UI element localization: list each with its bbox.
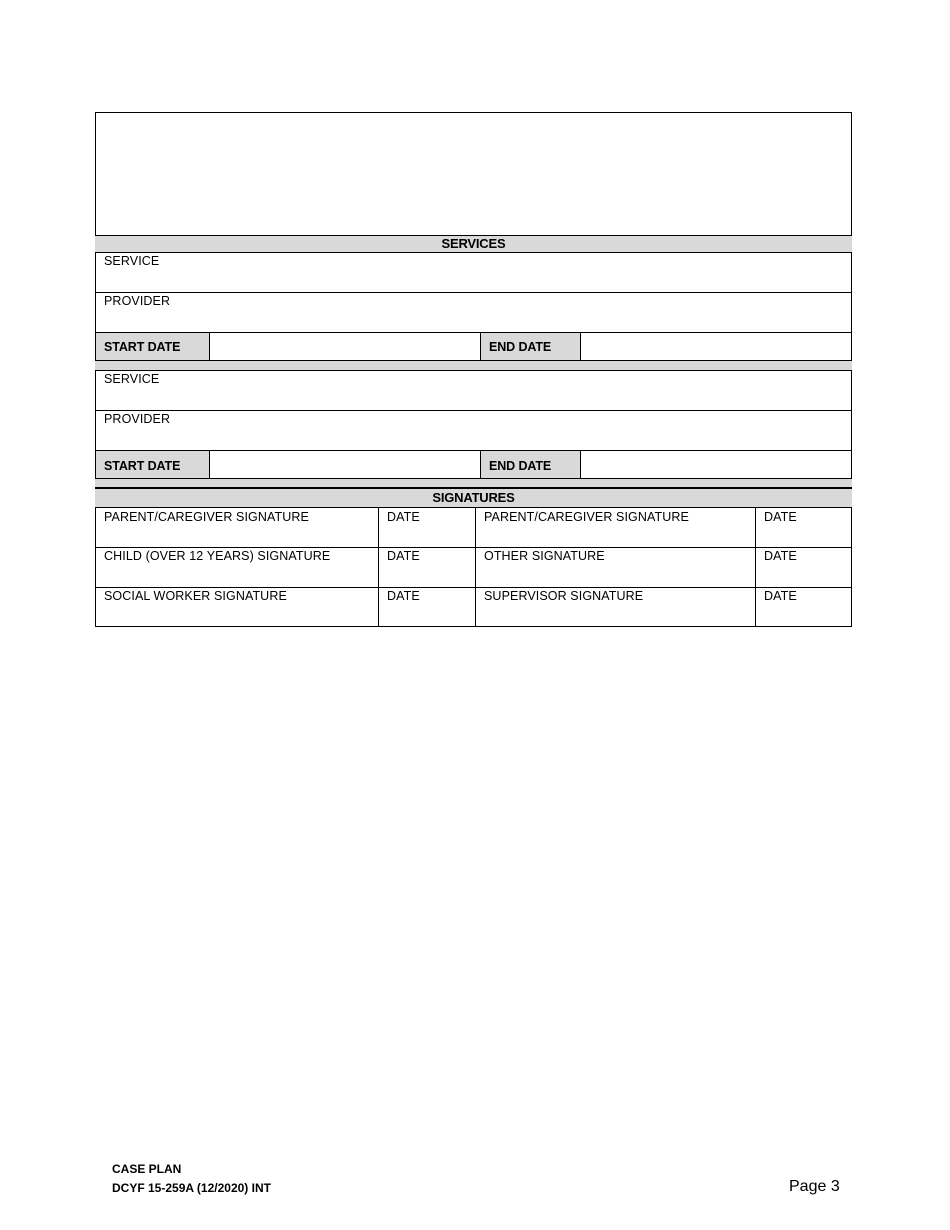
- other-signature[interactable]: [476, 548, 755, 587]
- service-1-field[interactable]: [96, 253, 851, 292]
- start-date-1-label-cell: [95, 332, 210, 361]
- date-label: DATE: [764, 549, 797, 563]
- start-date-1-input[interactable]: [210, 333, 480, 360]
- services-separator: [95, 360, 852, 371]
- child-signature[interactable]: [96, 548, 378, 587]
- provider-1-label: PROVIDER: [104, 294, 171, 308]
- provider-2-label: PROVIDER: [104, 412, 171, 426]
- end-date-1-label-cell: [480, 332, 581, 361]
- provider-1-field[interactable]: [96, 293, 851, 332]
- signature-label: CHILD (OVER 12 YEARS) SIGNATURE: [104, 549, 331, 563]
- parent-caregiver-signature-1-date[interactable]: [379, 509, 475, 547]
- social-worker-signature[interactable]: [96, 588, 378, 626]
- end-date-2-input[interactable]: [581, 451, 851, 478]
- end-date-2-label-cell: [480, 450, 581, 479]
- child-signature-date[interactable]: [379, 548, 475, 587]
- start-date-2-label-cell: [95, 450, 210, 479]
- other-signature-date[interactable]: [756, 548, 851, 587]
- end-date-1-input[interactable]: [581, 333, 851, 360]
- start-date-2-label: START DATE: [104, 459, 181, 473]
- start-date-2-input[interactable]: [210, 451, 480, 478]
- date-label: DATE: [764, 589, 797, 603]
- end-date-2-label: END DATE: [489, 459, 552, 473]
- social-worker-signature-date[interactable]: [379, 588, 475, 626]
- parent-caregiver-signature-1[interactable]: [96, 509, 378, 547]
- form-id: DCYF 15-259A (12/2020) INT: [112, 1181, 271, 1195]
- supervisor-signature[interactable]: [476, 588, 755, 626]
- date-label: DATE: [387, 510, 420, 524]
- service-1-label: SERVICE: [104, 254, 160, 268]
- signature-label: OTHER SIGNATURE: [484, 549, 605, 563]
- signature-label: PARENT/CAREGIVER SIGNATURE: [484, 510, 689, 524]
- notes-textarea[interactable]: [96, 113, 851, 235]
- provider-2-field[interactable]: [96, 411, 851, 450]
- signature-label: SOCIAL WORKER SIGNATURE: [104, 589, 287, 603]
- supervisor-signature-date[interactable]: [756, 588, 851, 626]
- parent-caregiver-signature-2[interactable]: [476, 509, 755, 547]
- date-label: DATE: [387, 549, 420, 563]
- date-label: DATE: [764, 510, 797, 524]
- signature-label: SUPERVISOR SIGNATURE: [484, 589, 644, 603]
- services-title: SERVICES: [441, 236, 506, 251]
- end-date-1-label: END DATE: [489, 340, 552, 354]
- signatures-section-header: [95, 488, 852, 508]
- parent-caregiver-signature-2-date[interactable]: [756, 509, 851, 547]
- signature-label: PARENT/CAREGIVER SIGNATURE: [104, 510, 309, 524]
- services-section-header: [95, 235, 852, 253]
- services-end-separator: [95, 478, 852, 488]
- signatures-title: SIGNATURES: [432, 490, 515, 505]
- service-2-label: SERVICE: [104, 372, 160, 386]
- service-2-field[interactable]: [96, 371, 851, 410]
- page-number: Page 3: [789, 1178, 840, 1195]
- form-title: CASE PLAN: [112, 1162, 182, 1176]
- start-date-1-label: START DATE: [104, 340, 181, 354]
- date-label: DATE: [387, 589, 420, 603]
